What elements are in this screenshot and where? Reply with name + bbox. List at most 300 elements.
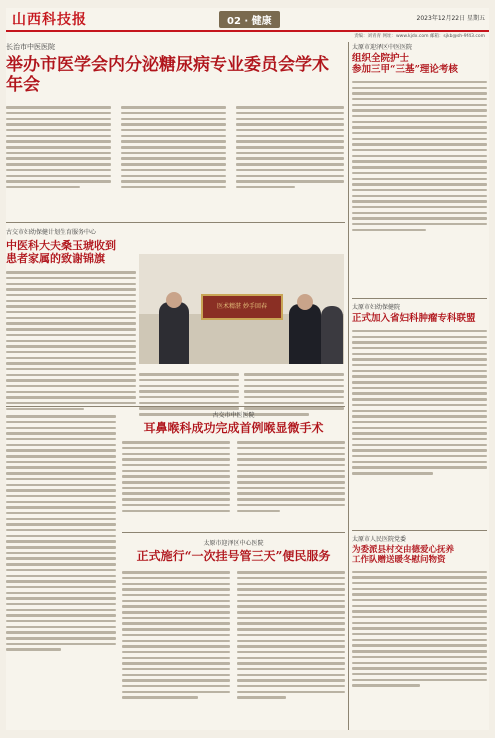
body-text-line [352, 212, 487, 214]
issue-date: 2023年12月22日 星期五 [416, 15, 485, 22]
body-text-line [352, 449, 487, 451]
body-text-line [6, 438, 116, 440]
right-story-2 [352, 302, 487, 478]
body-text-line [6, 518, 116, 520]
body-text-line [244, 402, 344, 404]
body-text-line [352, 415, 487, 417]
story-1-body-col-1 [6, 103, 111, 192]
body-text-line [237, 645, 345, 647]
body-text-line [236, 135, 344, 137]
body-text-line [6, 385, 136, 387]
body-text-line [352, 160, 487, 162]
body-text-line [352, 684, 420, 686]
body-text-line [244, 385, 344, 387]
body-text-line [6, 415, 116, 417]
body-text-line [352, 330, 487, 332]
body-text-line [352, 206, 487, 208]
body-text-line [237, 662, 345, 664]
body-text-line [352, 387, 487, 389]
body-text-line [139, 379, 239, 381]
body-text-line [6, 305, 136, 307]
body-text-line [237, 611, 345, 613]
body-text-line [236, 163, 344, 165]
right-story-2-headline: 正式加入省妇科肿瘤专科联盟 [352, 313, 476, 324]
body-text-line [352, 455, 487, 457]
body-text-line [6, 569, 116, 571]
body-text-line [6, 580, 116, 582]
body-text-line [6, 157, 111, 159]
body-text-line [121, 157, 226, 159]
body-text-line [6, 449, 116, 451]
body-text-line [237, 605, 345, 607]
body-text-line [352, 576, 487, 578]
body-text-line [352, 200, 487, 202]
body-text-line [352, 461, 487, 463]
story-4-body-col-1 [122, 568, 230, 702]
body-text-line [352, 466, 487, 468]
body-text-line [122, 657, 230, 659]
body-text-line [6, 535, 116, 537]
story-3-body-col-1 [6, 412, 116, 654]
body-text-line [236, 186, 295, 188]
body-text-line [237, 464, 345, 466]
body-text-line [122, 634, 230, 636]
body-text-line [6, 340, 136, 342]
right-story-3-kicker: 太原市人民医院党委 [352, 536, 407, 543]
body-text-line [122, 453, 230, 455]
body-text-line [121, 123, 226, 125]
body-text-line [352, 656, 487, 658]
body-text-line [352, 410, 487, 412]
body-text-line [244, 373, 344, 375]
body-text-line [352, 87, 487, 89]
body-text-line [237, 668, 345, 670]
body-text-line [6, 637, 116, 639]
body-text-line [352, 438, 487, 440]
body-text-line [6, 506, 116, 508]
body-text-line [237, 600, 345, 602]
person [289, 304, 321, 364]
body-text-line [122, 458, 230, 460]
body-text-line [352, 472, 433, 474]
body-text-line [139, 373, 239, 375]
body-text-line [352, 679, 487, 681]
body-text-line [352, 421, 487, 423]
body-text-line [6, 379, 136, 381]
body-text-line [352, 189, 487, 191]
body-text-line [6, 523, 116, 525]
body-text-line [122, 588, 230, 590]
body-text-line [352, 588, 487, 590]
body-text-line [6, 592, 116, 594]
body-text-line [352, 392, 487, 394]
body-text-line [237, 696, 286, 698]
body-text-line [352, 622, 487, 624]
body-text-line [6, 374, 136, 376]
body-text-line [6, 368, 136, 370]
body-text-line [6, 597, 116, 599]
body-text-line [352, 633, 487, 635]
body-text-line [6, 614, 116, 616]
body-text-line [352, 381, 487, 383]
body-text-line [6, 563, 116, 565]
divider [352, 530, 487, 531]
body-text-line [6, 529, 116, 531]
body-text-line [122, 622, 230, 624]
body-text-line [236, 180, 344, 182]
body-text-line [6, 175, 111, 177]
body-text-line [6, 631, 116, 633]
body-text-line [352, 427, 487, 429]
right-story-3-headline: 为委派县村交由德爱心抚养 工作队赠送暖冬慰问物资 [352, 545, 455, 565]
body-text-line [352, 121, 487, 123]
person [321, 306, 343, 364]
body-text-line [122, 617, 230, 619]
body-text-line [122, 668, 230, 670]
body-text-line [352, 605, 487, 607]
body-text-line [122, 696, 198, 698]
person-head [297, 294, 313, 310]
body-text-line [122, 611, 230, 613]
body-text-line [6, 283, 136, 285]
body-text-line [6, 345, 136, 347]
body-text-line [6, 271, 136, 273]
body-text-line [352, 183, 487, 185]
body-text-line [6, 552, 116, 554]
body-text-line [237, 651, 345, 653]
body-text-line [6, 140, 111, 142]
body-text-line [122, 470, 230, 472]
body-text-line [237, 577, 345, 579]
body-text-line [6, 489, 116, 491]
body-text-line [352, 667, 487, 669]
body-text-line [237, 475, 345, 477]
body-text-line [6, 300, 136, 302]
body-text-line [122, 492, 230, 494]
body-text-line [352, 178, 487, 180]
body-text-line [6, 609, 116, 611]
body-text-line [6, 294, 136, 296]
body-text-line [121, 129, 226, 131]
body-text-line [352, 571, 487, 573]
story-4-body-col-2 [237, 568, 345, 702]
body-text-line [237, 458, 345, 460]
body-text-line [352, 639, 487, 641]
right-story-1-kicker: 太原市迎泽区中医医院 [352, 44, 413, 51]
body-text-line [237, 453, 345, 455]
body-text-line [139, 396, 239, 398]
body-text-line [244, 379, 344, 381]
column-rule [348, 42, 349, 730]
body-text-line [237, 481, 345, 483]
story-3-body-col-3 [237, 438, 345, 515]
body-text-line [6, 146, 111, 148]
body-text-line [6, 317, 136, 319]
story-2-headline: 中医科大夫桑玉琥收到 患者家属的致谢锦旗 [6, 239, 116, 265]
body-text-line [352, 353, 487, 355]
story-3-body-col-2 [122, 438, 230, 515]
body-text-line [121, 163, 226, 165]
body-text-line [6, 152, 111, 154]
story-3-headline: 耳鼻喉科成功完成首例喉显微手术 [143, 421, 324, 435]
body-text-line [6, 351, 136, 353]
body-text-line [236, 129, 344, 131]
body-text-line [122, 651, 230, 653]
body-text-line [352, 223, 487, 225]
body-text-line [6, 512, 116, 514]
body-text-line [121, 146, 226, 148]
body-text-line [352, 115, 487, 117]
body-text-line [6, 484, 116, 486]
body-text-line [352, 610, 487, 612]
body-text-line [237, 498, 345, 500]
body-text-line [352, 92, 487, 94]
header-rule [6, 30, 489, 32]
body-text-line [6, 421, 116, 423]
body-text-line [352, 166, 487, 168]
body-text-line [6, 408, 84, 410]
body-text-line [352, 650, 487, 652]
body-text-line [122, 510, 230, 512]
body-text-line [6, 123, 111, 125]
body-text-line [237, 691, 345, 693]
body-text-line [122, 577, 230, 579]
body-text-line [237, 594, 345, 596]
right-story-1-headline: 组织全院护士 参加三甲“三基”理论考核 [352, 53, 458, 75]
body-text-line [6, 112, 111, 114]
body-text-line [122, 475, 230, 477]
body-text-line [6, 311, 136, 313]
body-text-line [352, 143, 487, 145]
body-text-line [352, 195, 487, 197]
body-text-line [6, 357, 136, 359]
body-text-line [352, 217, 487, 219]
body-text-line [352, 155, 487, 157]
body-text-line [6, 466, 116, 468]
body-text-line [352, 138, 487, 140]
body-text-line [237, 622, 345, 624]
person-head [166, 292, 182, 308]
right-story-2-kicker: 太原市妇幼保健院 [352, 304, 401, 311]
body-text-line [352, 673, 487, 675]
body-text-line [352, 172, 487, 174]
story-1-headline: 举办市医学会内分泌糖尿病专业委员会学术年会 [6, 55, 329, 95]
body-text-line [352, 432, 487, 434]
body-text-line [122, 487, 230, 489]
body-text-line [236, 146, 344, 148]
body-text-line [352, 109, 487, 111]
body-text-line [122, 662, 230, 664]
section-tag: 02 · 健康 [219, 11, 280, 28]
body-text-line [352, 126, 487, 128]
body-text-line [237, 628, 345, 630]
body-text-line [237, 679, 345, 681]
commendation-banner: 医术精湛 妙手回春 [201, 294, 283, 320]
body-text-line [237, 640, 345, 642]
body-text-line [236, 175, 344, 177]
body-text-line [122, 447, 230, 449]
body-text-line [244, 396, 344, 398]
body-text-line [236, 140, 344, 142]
story-4-headline: 正式施行“一次挂号管三天”便民服务 [136, 549, 331, 563]
body-text-line [352, 358, 487, 360]
body-text-line [352, 644, 487, 646]
body-text-line [237, 685, 345, 687]
body-text-line [122, 594, 230, 596]
body-text-line [237, 583, 345, 585]
editor-line: 责编：刘青青 网址：www.kjdx.com 邮箱：sjkb@sh-9f43.com [354, 34, 485, 39]
body-text-line [6, 603, 116, 605]
body-text-line [6, 432, 116, 434]
body-text-line [122, 640, 230, 642]
body-text-line [139, 385, 239, 387]
masthead [6, 8, 489, 30]
body-text-line [352, 404, 487, 406]
body-text-line [237, 487, 345, 489]
story-1 [6, 42, 345, 95]
right-story-1 [352, 42, 487, 234]
body-text-line [352, 444, 487, 446]
body-text-line [352, 347, 487, 349]
body-text-line [6, 186, 80, 188]
body-text-line [352, 98, 487, 100]
body-text-line [6, 427, 116, 429]
newspaper-page [6, 8, 489, 730]
body-text-line [352, 627, 487, 629]
body-text-line [237, 657, 345, 659]
body-text-line [352, 81, 487, 83]
body-text-line [121, 118, 226, 120]
body-text-line [237, 441, 345, 443]
body-text-line [122, 481, 230, 483]
body-text-line [6, 169, 111, 171]
body-text-line [122, 685, 230, 687]
body-text-line [122, 504, 230, 506]
body-text-line [237, 492, 345, 494]
divider [352, 298, 487, 299]
body-text-line [236, 118, 344, 120]
body-text-line [237, 504, 345, 506]
body-text-line [6, 643, 116, 645]
body-text-line [352, 375, 487, 377]
body-text-line [6, 461, 116, 463]
body-text-line [6, 163, 111, 165]
story-3 [122, 410, 345, 436]
body-text-line [352, 593, 487, 595]
body-text-line [122, 605, 230, 607]
body-text-line [236, 152, 344, 154]
story-3-kicker: 古交市中医医院 [212, 412, 255, 419]
body-text-line [6, 106, 111, 108]
body-text-line [6, 540, 116, 542]
divider [6, 406, 345, 407]
body-text-line [352, 370, 487, 372]
body-text-line [6, 495, 116, 497]
story-2 [6, 227, 136, 413]
body-text-line [6, 396, 136, 398]
body-text-line [237, 634, 345, 636]
body-text-line [121, 175, 226, 177]
body-text-line [6, 180, 111, 182]
body-text-line [121, 169, 226, 171]
body-text-line [6, 626, 116, 628]
body-text-line [121, 186, 226, 188]
body-text-line [139, 402, 239, 404]
body-text-line [121, 135, 226, 137]
body-text-line [6, 472, 116, 474]
body-text-line [236, 106, 344, 108]
body-text-line [237, 588, 345, 590]
body-text-line [352, 599, 487, 601]
body-text-line [6, 620, 116, 622]
divider [6, 222, 345, 223]
newspaper-logo: 山西科技报 [12, 12, 87, 28]
body-text-line [122, 645, 230, 647]
body-text-line [352, 582, 487, 584]
body-text-line [6, 391, 136, 393]
divider [122, 532, 345, 533]
body-text-line [6, 586, 116, 588]
body-text-line [122, 441, 230, 443]
body-text-line [122, 498, 230, 500]
story-2-photo [139, 254, 344, 364]
body-text-line [237, 447, 345, 449]
body-text-line [352, 229, 426, 231]
body-text-line [236, 169, 344, 171]
body-text-line [237, 674, 345, 676]
body-text-line [6, 501, 116, 503]
body-text-line [6, 118, 111, 120]
body-text-line [6, 575, 116, 577]
story-1-body-col-3 [236, 103, 344, 192]
body-text-line [352, 616, 487, 618]
right-story-3 [352, 534, 487, 690]
body-text-line [6, 444, 116, 446]
body-text-line [121, 152, 226, 154]
body-text-line [6, 322, 136, 324]
body-text-line [6, 557, 116, 559]
body-text-line [237, 571, 345, 573]
body-text-line [6, 135, 111, 137]
body-text-line [352, 364, 487, 366]
body-text-line [6, 362, 136, 364]
body-text-line [6, 129, 111, 131]
body-text-line [121, 180, 226, 182]
body-text-line [122, 691, 230, 693]
body-text-line [121, 112, 226, 114]
body-text-line [237, 510, 280, 512]
body-text-line [122, 679, 230, 681]
body-text-line [6, 648, 61, 650]
body-text-line [6, 402, 136, 404]
body-text-line [237, 617, 345, 619]
body-text-line [352, 104, 487, 106]
body-text-line [6, 277, 136, 279]
story-1-body-col-2 [121, 103, 226, 192]
body-text-line [122, 674, 230, 676]
body-text-line [6, 288, 136, 290]
person [159, 302, 189, 364]
body-text-line [352, 341, 487, 343]
body-text-line [121, 140, 226, 142]
body-text-line [352, 336, 487, 338]
body-text-line [237, 470, 345, 472]
story-2-kicker: 古交市妇幼保健计划生育服务中心 [6, 229, 97, 236]
body-text-line [352, 662, 487, 664]
body-text-line [139, 390, 239, 392]
body-text-line [122, 464, 230, 466]
body-text-line [122, 600, 230, 602]
